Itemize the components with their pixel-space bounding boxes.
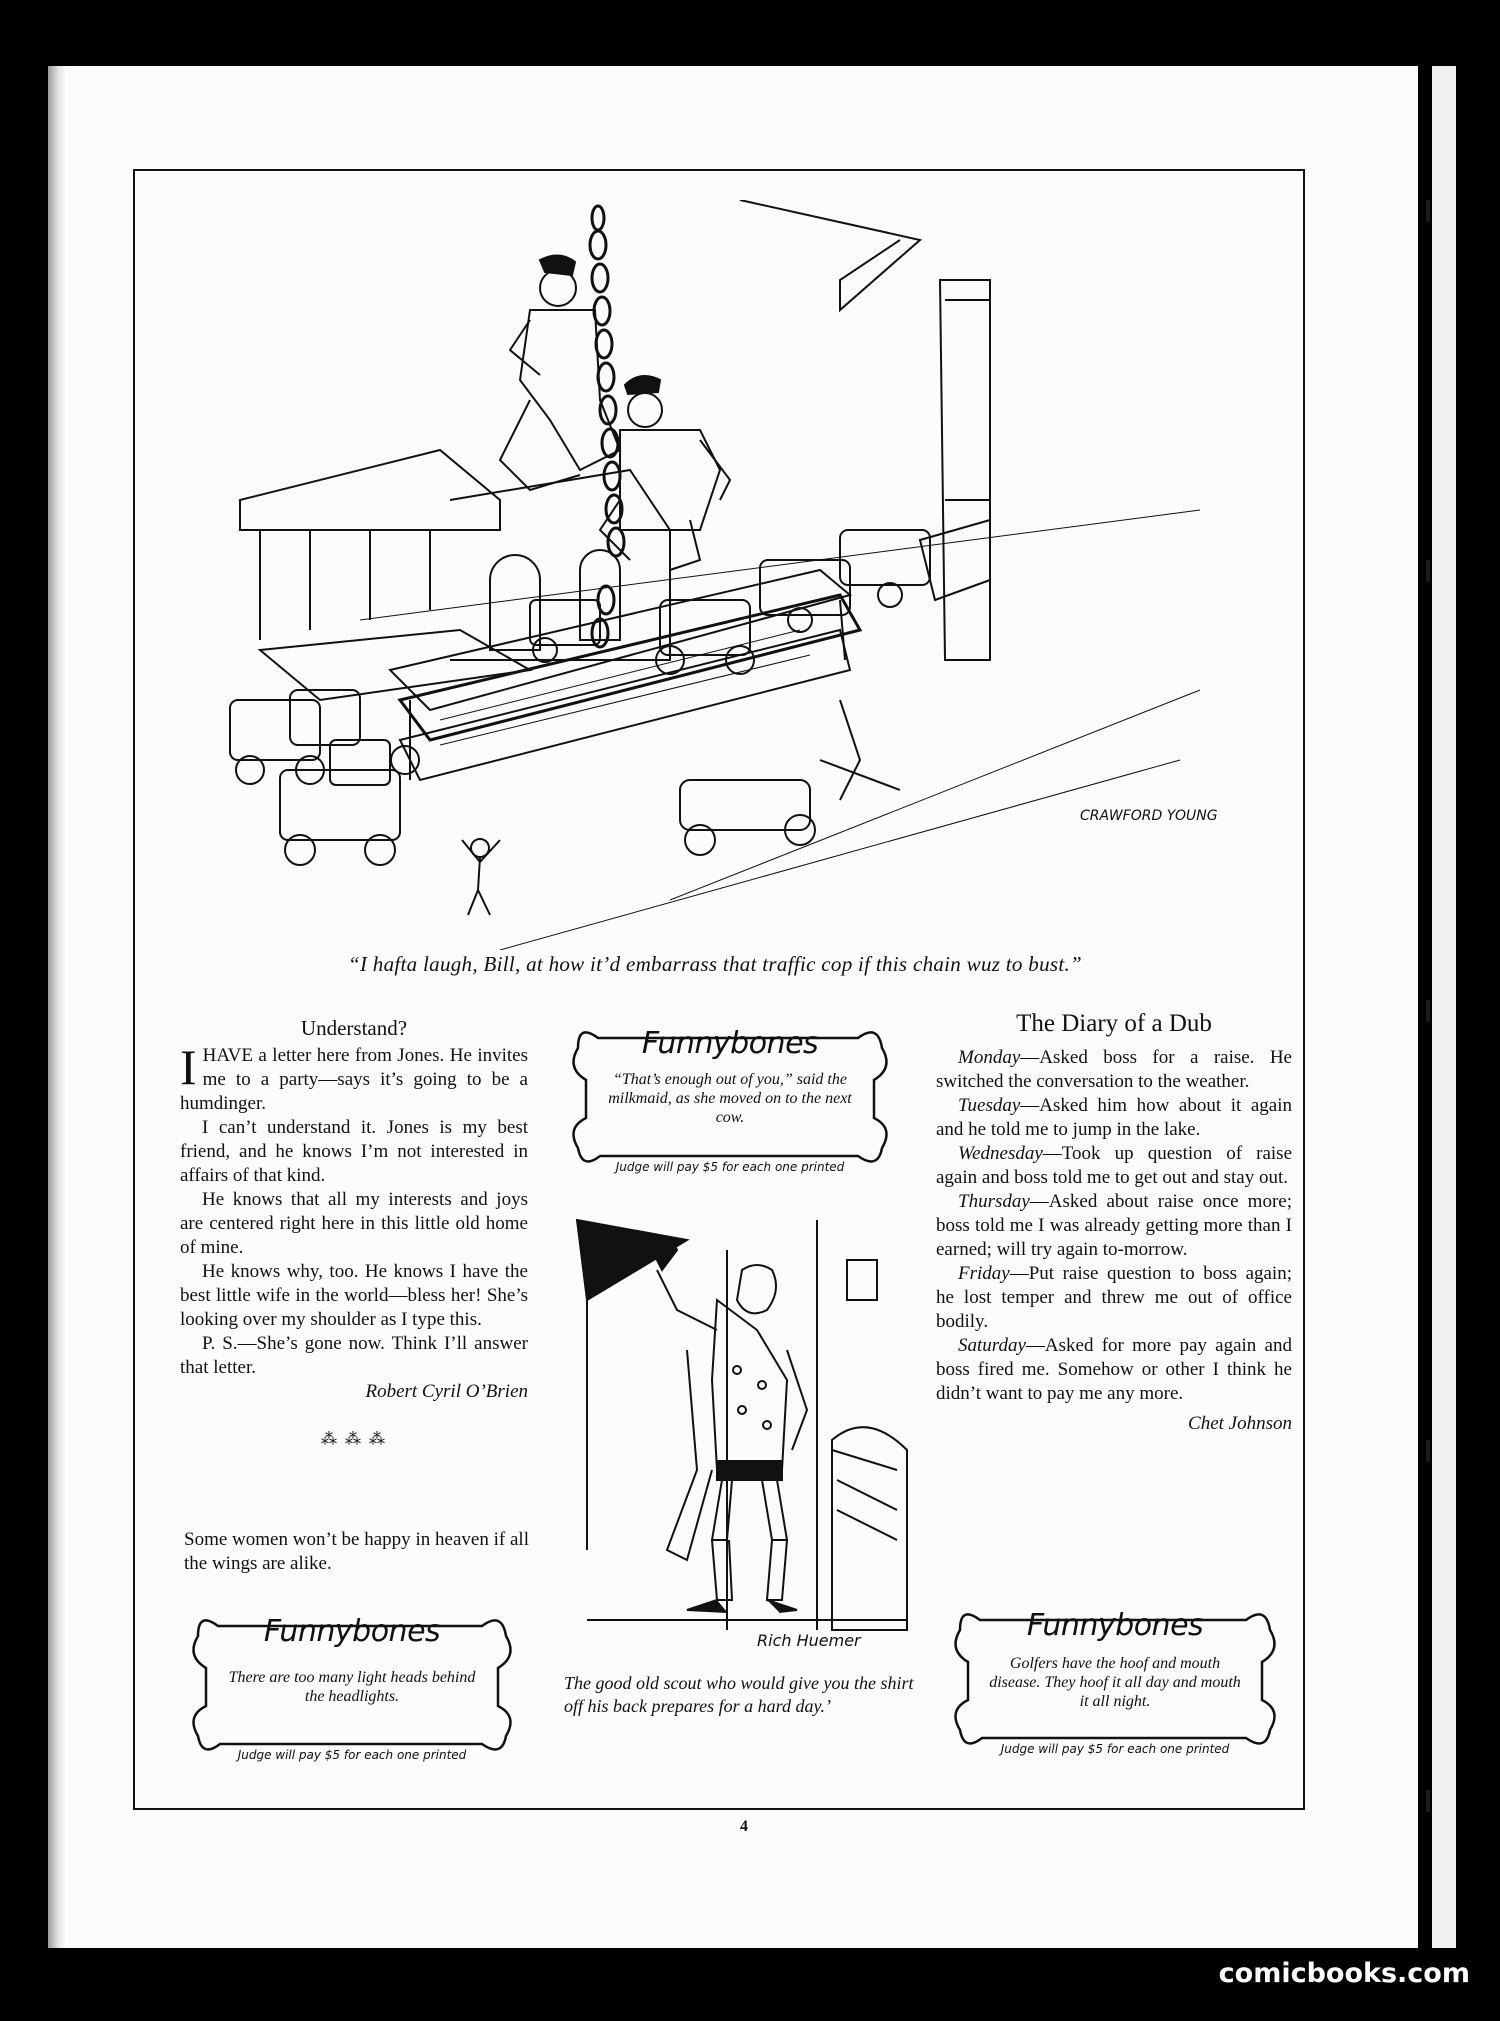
diary-text: —Put raise question to boss again; he lost temper and threw me out of office bodily. [936,1263,1292,1332]
funnybones-footer: Judge will pay $5 for each one printed [1000,1742,1230,1756]
article-byline: Robert Cyril O’Brien [365,1381,528,1402]
facing-page-edge [1432,66,1456,1948]
funnybones-title: Funnybones [263,1614,441,1649]
article-paragraph: He knows that all my interests and joys are centered right here in this little old home of mine. [180,1189,528,1258]
diary-entry [936,1142,1292,1190]
understand-article [180,1016,528,1476]
article-paragraph: P. S.—She’s gone now. Think I’ll answer that letter. [180,1333,528,1378]
section-separator: ⁂ ⁂ ⁂ [321,1431,387,1448]
diary-text: —Asked about raise once more; boss told me I was already getting more than I earned; will try again to-morrow. [936,1191,1292,1260]
diary-entry [936,1094,1292,1142]
page-edge-shadow [48,66,66,1948]
page-number: 4 [740,1818,748,1835]
funnybones-joke: “That’s enough out of you,” said the milkmaid, as she moved on to the next cow. [608,1071,852,1126]
lead-smallcaps: HAVE [202,1045,253,1066]
steel-beam-cartoon [200,200,1290,950]
funnybones-box-headlights [188,1606,516,1764]
funnybones-box-milkmaid [568,1018,892,1176]
funnybones-joke: There are too many light heads behind the headlights. [228,1669,476,1705]
cartoon-signature: CRAWFORD YOUNG [1080,808,1218,824]
cartoon-caption: “I hafta laugh, Bill, at how it’d embarrass that traffic cop if this chain wuz to bust.” [347,952,1083,976]
drop-cap: I [180,1039,197,1095]
diary-text: —Took up question of raise again and boss told me to get out and stay out. [936,1143,1292,1188]
diary-entry [936,1262,1292,1334]
diary-of-a-dub-article [936,1012,1292,1436]
diary-text: —Asked him how about it again and he told me to jump in the lake. [936,1095,1292,1140]
wings-joke: Some women won’t be happy in heaven if all the wings are alike. [184,1529,529,1574]
funnybones-footer: Judge will pay $5 for each one printed [615,1160,845,1174]
article-title: Understand? [300,1016,408,1040]
diary-entry [936,1190,1292,1262]
article-paragraph: I can’t understand it. Jones is my best friend, and he knows I’m not interested in affairs of that kind. [180,1117,528,1186]
diary-text: —Asked boss for a raise. He switched the conversation to the weather. [936,1047,1292,1092]
funnybones-title: Funnybones [641,1026,819,1061]
diary-day: Tuesday [958,1095,1021,1116]
article-paragraph [180,1039,528,1116]
funnybones-footer: Judge will pay $5 for each one printed [237,1748,467,1762]
diary-day: Monday [958,1047,1021,1068]
diary-day: Thursday [958,1191,1030,1212]
boy-scout-cartoon [567,1210,912,1660]
diary-day: Saturday [958,1335,1026,1356]
diary-entry [936,1334,1292,1406]
article-title: The Diary of a Dub [1016,1010,1212,1037]
diary-entry [936,1046,1292,1094]
paragraph-text: a letter here from Jones. He invites me to a party—says it’s going to be a humdinger. [180,1045,528,1114]
scout-signature: Rich Huemer [757,1631,861,1650]
funnybones-title: Funnybones [1026,1608,1204,1643]
binding-stitch [1426,1000,1430,1022]
binding-stitch [1426,1790,1430,1812]
binding-stitch [1426,560,1430,582]
site-watermark: comicbooks.com [1218,1958,1470,1989]
diary-text: —Asked for more pay again and boss fired me. Somehow or other I think he didn’t want to pay me any more. [936,1335,1292,1404]
binding-stitch [1426,200,1430,222]
funnybones-joke: Golfers have the hoof and mouth disease. They hoof it all day and mouth it all night. [989,1655,1241,1710]
binding-stitch [1426,1440,1430,1462]
diary-day: Wednesday [958,1143,1043,1164]
article-paragraph: He knows why, too. He knows I have the best little wife in the world—bless her! She’s looking over my shoulder as I type this. [180,1261,528,1330]
article-byline: Chet Johnson [1188,1413,1292,1434]
scout-caption: The good old scout who would give you the shirt off his back prepares for a hard day.’ [564,1673,914,1716]
diary-day: Friday [958,1263,1010,1284]
funnybones-box-golfers [950,1600,1280,1758]
